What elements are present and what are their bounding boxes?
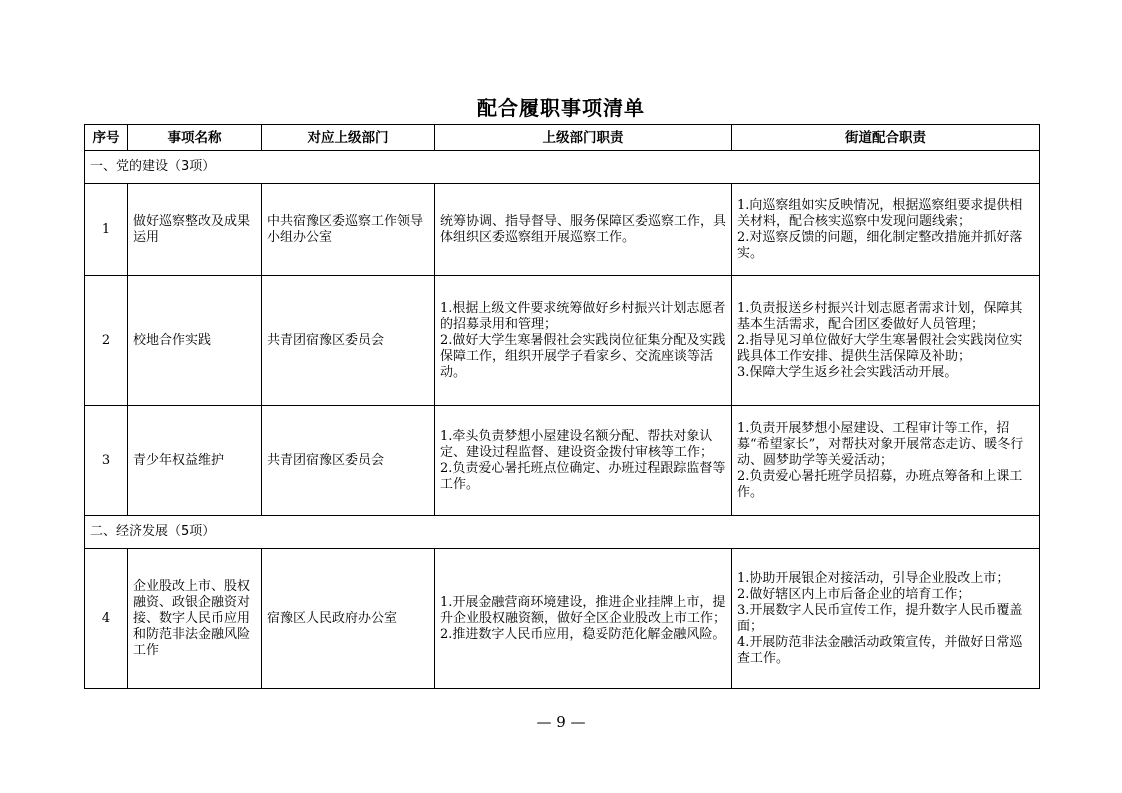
superior-duty — [435, 184, 732, 276]
superior-duty-line: 1.根据上级文件要求统筹做好乡村振兴计划志愿者的招募录用和管理； — [440, 300, 726, 332]
street-duty-line: 2.负责爱心暑托班学员招募，办班点筹备和上课工作。 — [737, 468, 1023, 500]
item-name: 青少年权益维护 — [128, 406, 262, 516]
header-street-duty: 街道配合职责 — [732, 125, 1040, 151]
department: 宿豫区人民政府办公室 — [262, 549, 435, 689]
section-row — [85, 151, 1040, 184]
table-row — [85, 549, 1040, 689]
street-duty-line: 1.负责开展梦想小屋建设、工程审计等工作，招募“希望家长”，对帮扶对象开展常态走访、暖冬行动、圆梦助学等关爱活动； — [737, 420, 1024, 468]
item-name: 校地合作实践 — [128, 276, 262, 406]
street-duty — [732, 184, 1040, 276]
superior-duty — [435, 276, 732, 406]
street-duty-line: 1.向巡察组如实反映情况，根据巡察组要求提供相关材料，配合核实巡察中发现问题线索； — [737, 197, 1023, 229]
section-heading: 一、党的建设（3项） — [85, 151, 1040, 184]
superior-duty-line: 2.做好大学生寒暑假社会实践岗位征集分配及实践保障工作，组织开展学子看家乡、交流座谈等活动。 — [440, 332, 726, 380]
street-duty-line: 3.保障大学生返乡社会实践活动开展。 — [737, 364, 958, 380]
table-row — [85, 276, 1040, 406]
street-duty-line: 3.开展数字人民币宣传工作，提升数字人民币覆盖面； — [737, 602, 1023, 634]
header-no: 序号 — [85, 125, 128, 151]
superior-duty — [435, 549, 732, 689]
header-superior-duty: 上级部门职责 — [435, 125, 732, 151]
department: 共青团宿豫区委员会 — [262, 406, 435, 516]
row-number: 2 — [85, 276, 128, 406]
row-number: 4 — [85, 549, 128, 689]
street-duty-line: 2.指导见习单位做好大学生寒暑假社会实践岗位实践具体工作安排、提供生活保障及补助； — [737, 332, 1023, 364]
page-number: — 9 — — [536, 713, 586, 731]
header-dept: 对应上级部门 — [262, 125, 435, 151]
document-title: 配合履职事项清单 — [477, 96, 645, 120]
table-row — [85, 184, 1040, 276]
item-name: 企业股改上市、股权融资、政银企融资对接、数字人民币应用和防范非法金融风险工作 — [128, 549, 262, 689]
superior-duty-line: 1.牵头负责梦想小屋建设名额分配、帮扶对象认定、建设过程监督、建设资金拨付审核等工作； — [440, 428, 714, 460]
item-name: 做好巡察整改及成果运用 — [128, 184, 262, 276]
street-duty-line: 4.开展防范非法金融活动政策宣传，并做好日常巡查工作。 — [737, 634, 1023, 666]
section-heading: 二、经济发展（5项） — [85, 516, 1040, 549]
superior-duty — [435, 406, 732, 516]
street-duty — [732, 276, 1040, 406]
row-number: 3 — [85, 406, 128, 516]
superior-duty-line: 2.推进数字人民币应用，稳妥防范化解金融风险。 — [440, 626, 726, 642]
duty-table — [84, 124, 1040, 689]
street-duty-line: 2.做好辖区内上市后备企业的培育工作； — [737, 586, 971, 602]
superior-duty-line: 1.开展金融营商环境建设，推进企业挂牌上市，提升企业股权融资额，做好全区企业股改上市工作； — [440, 594, 727, 626]
table-header-row — [85, 125, 1040, 151]
department: 共青团宿豫区委员会 — [262, 276, 435, 406]
street-duty-line: 2.对巡察反馈的问题，细化制定整改措施并抓好落实。 — [737, 229, 1023, 261]
section-row — [85, 516, 1040, 549]
table-row — [85, 406, 1040, 516]
street-duty-line: 1.协助开展银企对接活动，引导企业股改上市； — [737, 570, 1010, 586]
header-name: 事项名称 — [128, 125, 262, 151]
street-duty-line: 1.负责报送乡村振兴计划志愿者需求计划，保障其基本生活需求，配合团区委做好人员管理； — [737, 300, 1023, 332]
row-number: 1 — [85, 184, 128, 276]
department: 中共宿豫区委巡察工作领导小组办公室 — [262, 184, 435, 276]
superior-duty-line: 2.负责爱心暑托班点位确定、办班过程跟踪监督等工作。 — [440, 460, 726, 492]
superior-duty-line: 统筹协调、指导督导、服务保障区委巡察工作，具体组织区委巡察组开展巡察工作。 — [440, 213, 727, 245]
street-duty — [732, 549, 1040, 689]
street-duty — [732, 406, 1040, 516]
